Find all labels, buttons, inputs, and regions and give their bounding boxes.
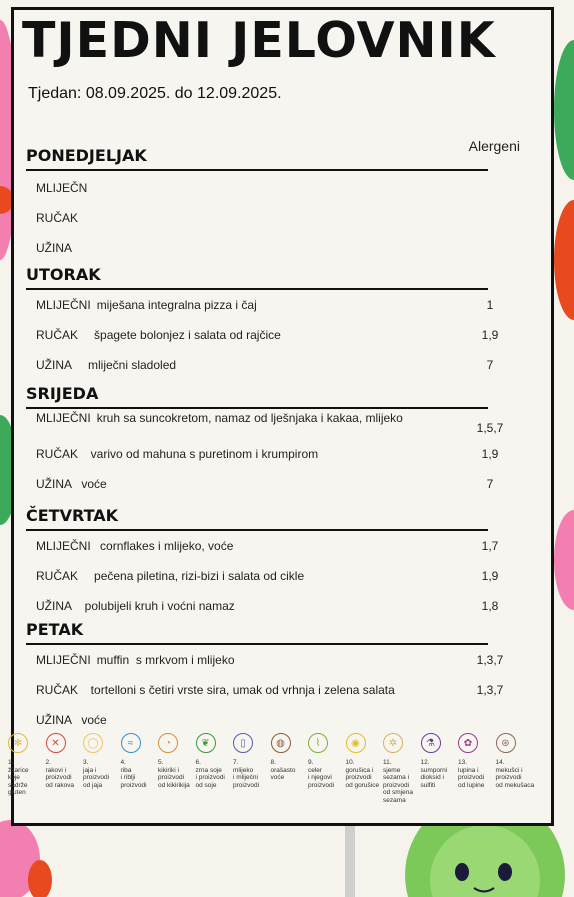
meal-row	[36, 411, 504, 435]
dish-name: polubijeli kruh i voćni namaz	[78, 599, 235, 613]
legend-item	[421, 733, 461, 789]
meal-row	[36, 328, 499, 342]
allergen-codes: 1	[486, 298, 494, 312]
legend-item	[383, 733, 423, 804]
legend-item	[458, 733, 498, 789]
legend-item	[8, 733, 48, 797]
day-title-petak: PETAK	[26, 620, 84, 639]
legend-label: 6. zrna soje i proizvodi od soje	[195, 759, 225, 789]
meal-row	[36, 539, 499, 553]
dish-name: kruh sa suncokretom, namaz od lješnjaka i kakaa, mlijeko	[96, 411, 403, 425]
dish-name: voće	[78, 477, 107, 491]
legend-item	[233, 733, 273, 789]
legend-label: 10. gorušica i proizvodi od gorušice	[345, 759, 380, 789]
meal-row	[36, 447, 499, 461]
legend-label: 9. celer i njegovi proizvodi	[308, 759, 335, 789]
day-title-četvrtak: ČETVRTAK	[26, 506, 119, 525]
meal-row	[36, 241, 486, 255]
egg-icon: ◯	[83, 733, 103, 753]
legend-item	[46, 733, 86, 789]
meal-row	[36, 477, 494, 491]
page-title: TJEDNI JELOVNIK	[22, 12, 496, 69]
meal-row	[36, 211, 486, 225]
legend-item	[308, 733, 348, 789]
meal-type: MLIJEČNI	[36, 411, 91, 425]
day-title-srijeda: SRIJEDA	[26, 384, 99, 403]
meal-type: RUČAK	[36, 447, 79, 461]
soy-icon: ❦	[196, 733, 216, 753]
milk-icon: ▯	[233, 733, 253, 753]
meal-type: UŽINA	[36, 477, 72, 491]
allergen-codes: 1,9	[481, 447, 499, 461]
day-divider	[26, 529, 488, 531]
legend-label: 3. jaja i proizvodi od jaja	[83, 759, 110, 789]
legend-label: 12. sumporni dioksid i sulfiti	[420, 759, 448, 789]
day-divider	[26, 169, 488, 171]
legend-item	[271, 733, 311, 782]
dish-name: pečena piletina, rizi-bizi i salata od cikle	[84, 569, 305, 583]
allergen-codes: 1,9	[481, 328, 499, 342]
legend-label: 1. žitarice koje sadrže gluten	[8, 759, 29, 796]
day-title-utorak: UTORAK	[26, 265, 101, 284]
meal-type: UŽINA	[36, 713, 72, 727]
sesame-icon: ✲	[383, 733, 403, 753]
nut-icon: ◍	[271, 733, 291, 753]
allergen-codes: 7	[486, 358, 494, 372]
allergen-legend	[8, 733, 535, 813]
meal-row	[36, 683, 504, 697]
fish-icon: ≈	[121, 733, 141, 753]
allergen-codes: 7	[486, 477, 494, 491]
meal-row	[36, 713, 486, 727]
legend-label: 8. orašasto voće	[270, 759, 296, 781]
mollusc-icon: ⊛	[496, 733, 516, 753]
meal-type: MLIJEČNI	[36, 539, 91, 553]
meal-type: MLIJEČNI	[36, 298, 91, 312]
legend-item	[158, 733, 198, 789]
dish-name: cornflakes i mlijeko, voće	[96, 539, 234, 553]
meal-type: RUČAK	[36, 569, 79, 583]
legend-label: 4. riba i riblji proizvodi	[120, 759, 147, 789]
wheat-icon: ✻	[8, 733, 28, 753]
lupin-icon: ✿	[458, 733, 478, 753]
allergen-codes: 1,5,7	[476, 421, 504, 435]
day-divider	[26, 643, 488, 645]
legend-label: 2. rakovi i proizvodi od rakova	[45, 759, 75, 789]
legend-label: 13. lupina i proizvodi od lupine	[458, 759, 485, 789]
meal-type: MLIJEČNI	[36, 653, 91, 667]
allergen-codes: 1,7	[481, 539, 499, 553]
day-title-ponedjeljak: PONEDJELJAK	[26, 146, 147, 165]
meal-row	[36, 181, 486, 195]
meal-type: RUČAK	[36, 211, 79, 225]
allergens-header: Alergeni	[468, 138, 520, 154]
dish-name: muffin s mrkvom i mlijeko	[96, 653, 235, 667]
legend-item	[196, 733, 236, 789]
crab-icon: ✕	[46, 733, 66, 753]
meal-row	[36, 599, 499, 613]
dish-name: varivo od mahuna s puretinom i krumpirom	[84, 447, 319, 461]
meal-row	[36, 569, 499, 583]
meal-row	[36, 358, 494, 372]
peanut-icon: ◔	[158, 733, 178, 753]
day-divider	[26, 288, 488, 290]
meal-type: UŽINA	[36, 599, 72, 613]
legend-item	[121, 733, 161, 789]
mustard-icon: ◉	[346, 733, 366, 753]
dish-name: voće	[78, 713, 107, 727]
allergen-codes: 1,3,7	[476, 683, 504, 697]
legend-item	[496, 733, 536, 789]
meal-row	[36, 298, 494, 312]
legend-label: 5. kikiriki i proizvodi od kikirikija	[158, 759, 190, 789]
dish-name: mliječni sladoled	[78, 358, 177, 372]
celery-icon: ⌇	[308, 733, 328, 753]
day-divider	[26, 407, 488, 409]
allergen-codes: 1,3,7	[476, 653, 504, 667]
meal-type: RUČAK	[36, 683, 79, 697]
meal-type: MLIJEČN	[36, 181, 88, 195]
allergen-codes: 1,9	[481, 569, 499, 583]
dish-name: tortelloni s četiri vrste sira, umak od vrhnja i zelena salata	[84, 683, 395, 697]
legend-label: 7. mlijeko i mliječni proizvodi	[233, 759, 260, 789]
dish-name: miješana integralna pizza i čaj	[96, 298, 257, 312]
meal-type: UŽINA	[36, 241, 72, 255]
legend-item	[346, 733, 386, 789]
meal-row	[36, 653, 504, 667]
sulfite-icon: ⚗	[421, 733, 441, 753]
allergen-codes: 1,8	[481, 599, 499, 613]
legend-label: 11. sjeme sezama i proizvodi od smjena sezama	[383, 759, 413, 804]
week-range: Tjedan: 08.09.2025. do 12.09.2025.	[28, 85, 282, 102]
meal-type: UŽINA	[36, 358, 72, 372]
meal-type: RUČAK	[36, 328, 79, 342]
legend-item	[83, 733, 123, 789]
dish-name: špagete bolonjez i salata od rajčice	[84, 328, 281, 342]
legend-label: 14. mekušci i proizvodi od mekušaca	[495, 759, 535, 789]
